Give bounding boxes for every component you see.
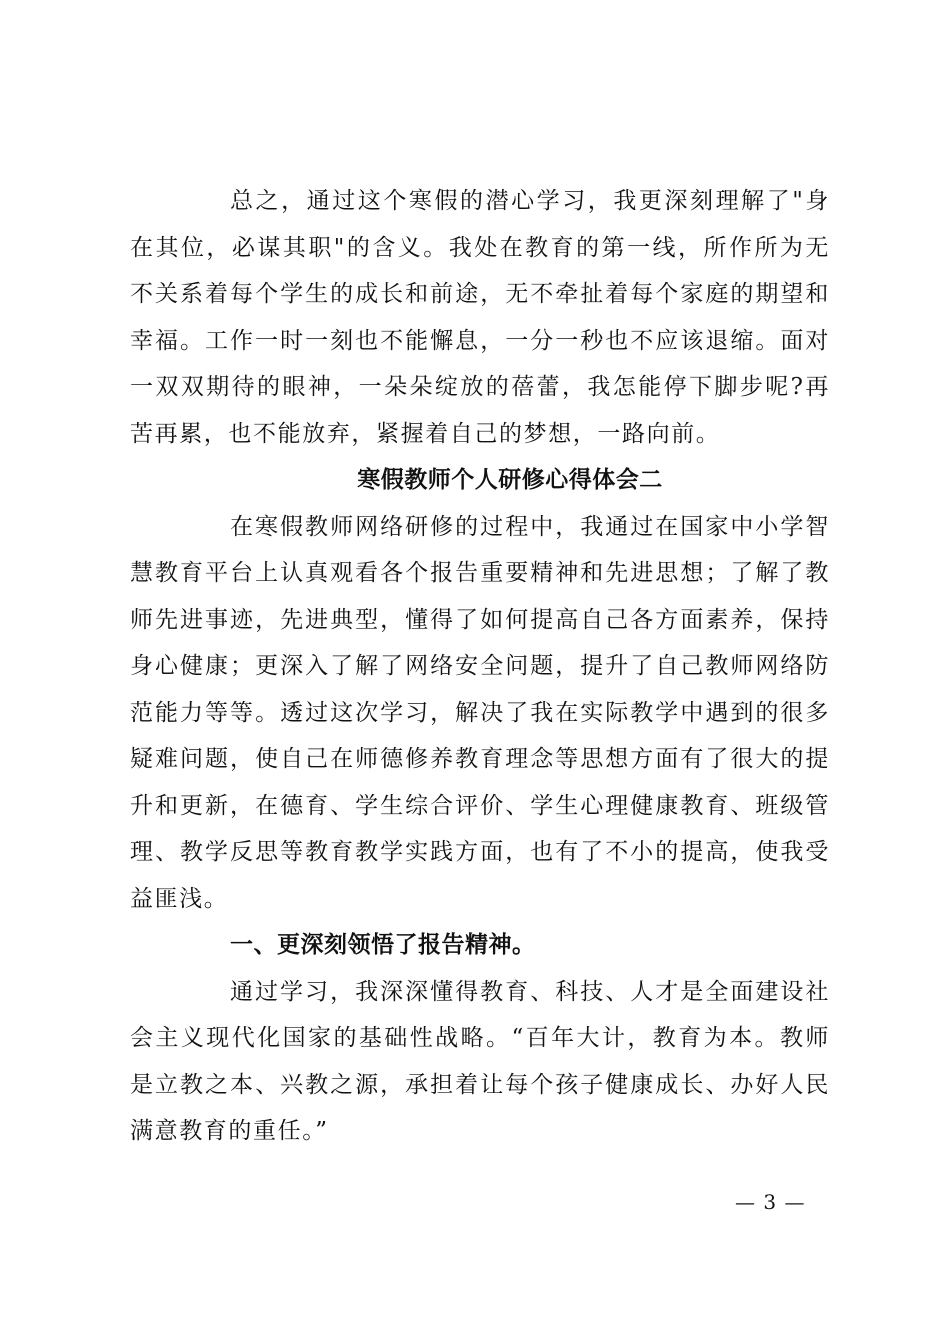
intro-paragraph: 在寒假教师网络研修的过程中，我通过在国家中小学智慧教育平台上认真观看各个报告重要精神和先进思想；了解了教师先进事迹，先进典型，懂得了如何提高自己各方面素养，保持身心健康；更深入了解了网络安全问题，提升了自己教师网络防范能力等等。透过这次学习，解决了我在实际教学中遇到的很多疑难问题，使自己在师德修养教育理念等思想方面有了很大的提升和更新，在德育、学生综合评价、学生心理健康教育、班级管理、教学反思等教育教学实践方面，也有了不小的提高，使我受益匪浅。 [130,513,830,912]
closing-paragraph: 总之，通过这个寒假的潜心学习，我更深刻理解了"身在其位，必谋其职"的含义。我处在教育的第一线，所作所为无不关系着每个学生的成长和前途，无不牵扯着每个家庭的期望和幸福。工作一时一刻也不能懈息，一分一秒也不应该退缩。面对一双双期待的眼神，一朵朵绽放的蓓蕾，我怎能停下脚步呢?再苦再累，也不能放弃，紧握着自己的梦想，一路向前。 [130,188,830,447]
section-title: 寒假教师个人研修心得体会二 [357,466,663,493]
subheading: 一、更深刻领悟了报告精神。 [230,931,536,958]
page-number: — 3 — [735,1190,806,1214]
document-body [130,178,830,1155]
sub-paragraph: 通过学习，我深深懂得教育、科技、人才是全面建设社会主义现代化国家的基础性战略。“百年大计，教育为本。教师是立教之本、兴教之源，承担着让每个孩子健康成长、办好人民满意教育的重任。” [130,978,830,1144]
